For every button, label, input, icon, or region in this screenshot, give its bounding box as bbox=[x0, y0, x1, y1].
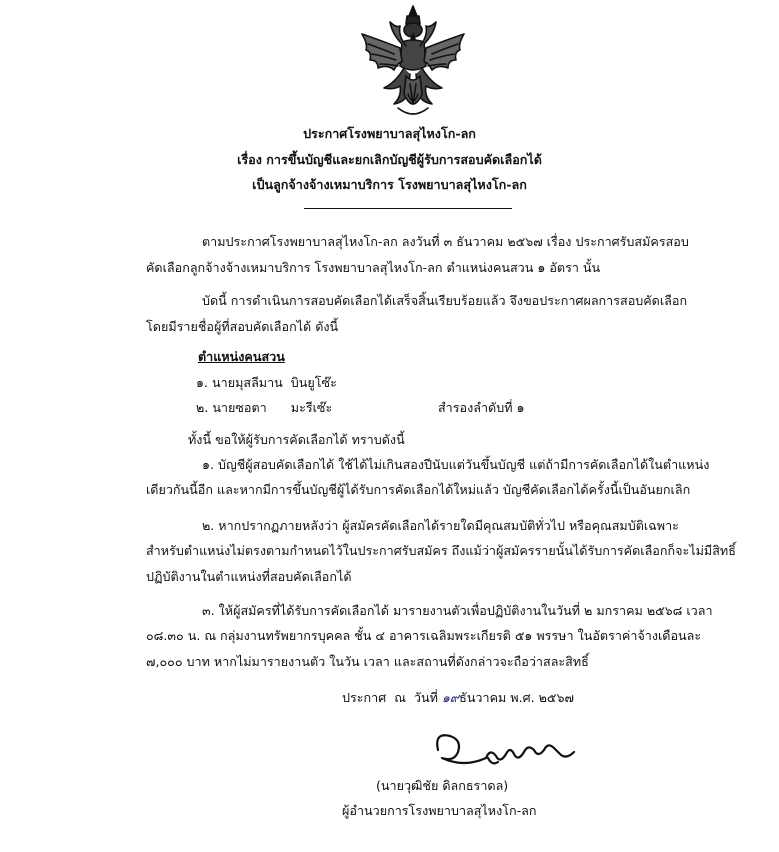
header-divider bbox=[304, 208, 512, 209]
candidate-note: สำรองลำดับที่ ๑ bbox=[438, 400, 525, 415]
notice-intro: ทั้งนี้ ขอให้ผู้รับการคัดเลือกได้ ทราบดังนี้ bbox=[188, 432, 405, 447]
notice-item1-line1: ๑. บัญชีผู้สอบคัดเลือกได้ ใช้ได้ไม่เกินสองปีนับแต่วันขึ้นบัญชี แต่ถ้ามีการคัดเลือกได้ในตำแหน่ง bbox=[202, 457, 710, 472]
result-paragraph-line2: โดยมีรายชื่อผู้ที่สอบคัดเลือกได้ ดังนี้ bbox=[146, 319, 339, 334]
candidate-name: นายซอตา มะรีเซ๊ะ bbox=[212, 400, 333, 415]
result-paragraph-line1: บัดนี้ การดำเนินการสอบคัดเลือกได้เสร็จสิ้นเรียบร้อยแล้ว จึงขอประกาศผลการสอบคัดเลือก bbox=[202, 293, 688, 308]
garuda-emblem-icon bbox=[354, 4, 472, 122]
candidate-item bbox=[196, 373, 337, 393]
announcement-subject: เรื่อง การขึ้นบัญชีและยกเลิกบัญชีผู้รับการสอบคัดเลือกได้ bbox=[237, 152, 542, 167]
announcement-title: ประกาศโรงพยาบาลสุไหงโก-ลก bbox=[303, 126, 476, 141]
intro-paragraph-line2: คัดเลือกลูกจ้างจ้างเหมาบริการ โรงพยาบาลสุไหงโก-ลก ตำแหน่งคนสวน ๑ อัตรา นั้น bbox=[146, 260, 601, 275]
announcement-subject-line2: เป็นลูกจ้างจ้างเหมาบริการ โรงพยาบาลสุไหงโก-ลก bbox=[252, 177, 527, 192]
signer-title: ผู้อำนวยการโรงพยาบาลสุไหงโก-ลก bbox=[342, 803, 537, 818]
candidate-order: ๑. bbox=[196, 375, 208, 390]
notice-item2-line3: ปฏิบัติงานในตำแหน่งที่สอบคัดเลือกได้ bbox=[146, 569, 352, 584]
date-day-handwritten: ๑๙ bbox=[441, 690, 460, 705]
notice-item3-line1: ๓. ให้ผู้สมัครที่ได้รับการคัดเลือกได้ มารายงานตัวเพื่อปฏิบัติงานในวันที่ ๒ มกราคม ๒๕๖๘ เวลา bbox=[202, 603, 713, 618]
notice-item3-line3: ๗,๐๐๐ บาท หากไม่มารายงานตัว ในวัน เวลา และสถานที่ดังกล่าวจะถือว่าสละสิทธิ์ bbox=[146, 654, 589, 669]
intro-paragraph-line1: ตามประกาศโรงพยาบาลสุไหงโก-ลก ลงวันที่ ๓ ธันวาคม ๒๕๖๗ เรื่อง ประกาศรับสมัครสอบ bbox=[202, 234, 689, 249]
date-suffix: ธันวาคม พ.ศ. ๒๕๖๗ bbox=[459, 690, 574, 705]
signer-name: (นายวุฒิชัย ดิลกธราดล) bbox=[376, 778, 509, 793]
notice-item3-line2: ๐๘.๓๐ น. ณ กลุ่มงานทรัพยากรบุคคล ชั้น ๔ อาคารเฉลิมพระเกียรติ ๕๑ พรรษา ในอัตราค่าจ้างเดือนละ bbox=[146, 628, 702, 643]
candidate-order: ๒. bbox=[196, 400, 209, 415]
notice-item1-line2: เดียวกันนี้อีก และหากมีการขึ้นบัญชีผู้ได้รับการคัดเลือกได้ใหม่แล้ว บัญชีคัดเลือกได้ครั้งนี้เป็นอันยกเลิก bbox=[146, 482, 691, 497]
signature-icon bbox=[428, 728, 580, 772]
candidate-name: นายมุสลีมาน บินยูโซ๊ะ bbox=[212, 375, 337, 390]
notice-item2-line2: สำหรับตำแหน่งไม่ตรงตามกำหนดไว้ในประกาศรับสมัคร ถึงแม้ว่าผู้สมัครรายนั้นได้รับการคัดเลือกก็จะไม่มีสิทธิ์ bbox=[146, 543, 736, 558]
announcement-date bbox=[342, 688, 574, 708]
candidate-item bbox=[196, 398, 332, 418]
notice-item2-line1: ๒. หากปรากฏภายหลังว่า ผู้สมัครคัดเลือกได้รายใดมีคุณสมบัติทั่วไป หรือคุณสมบัติเฉพาะ bbox=[202, 518, 679, 533]
date-prefix: ประกาศ ณ วันที่ bbox=[342, 690, 438, 705]
position-heading: ตำแหน่งคนสวน bbox=[198, 349, 285, 364]
